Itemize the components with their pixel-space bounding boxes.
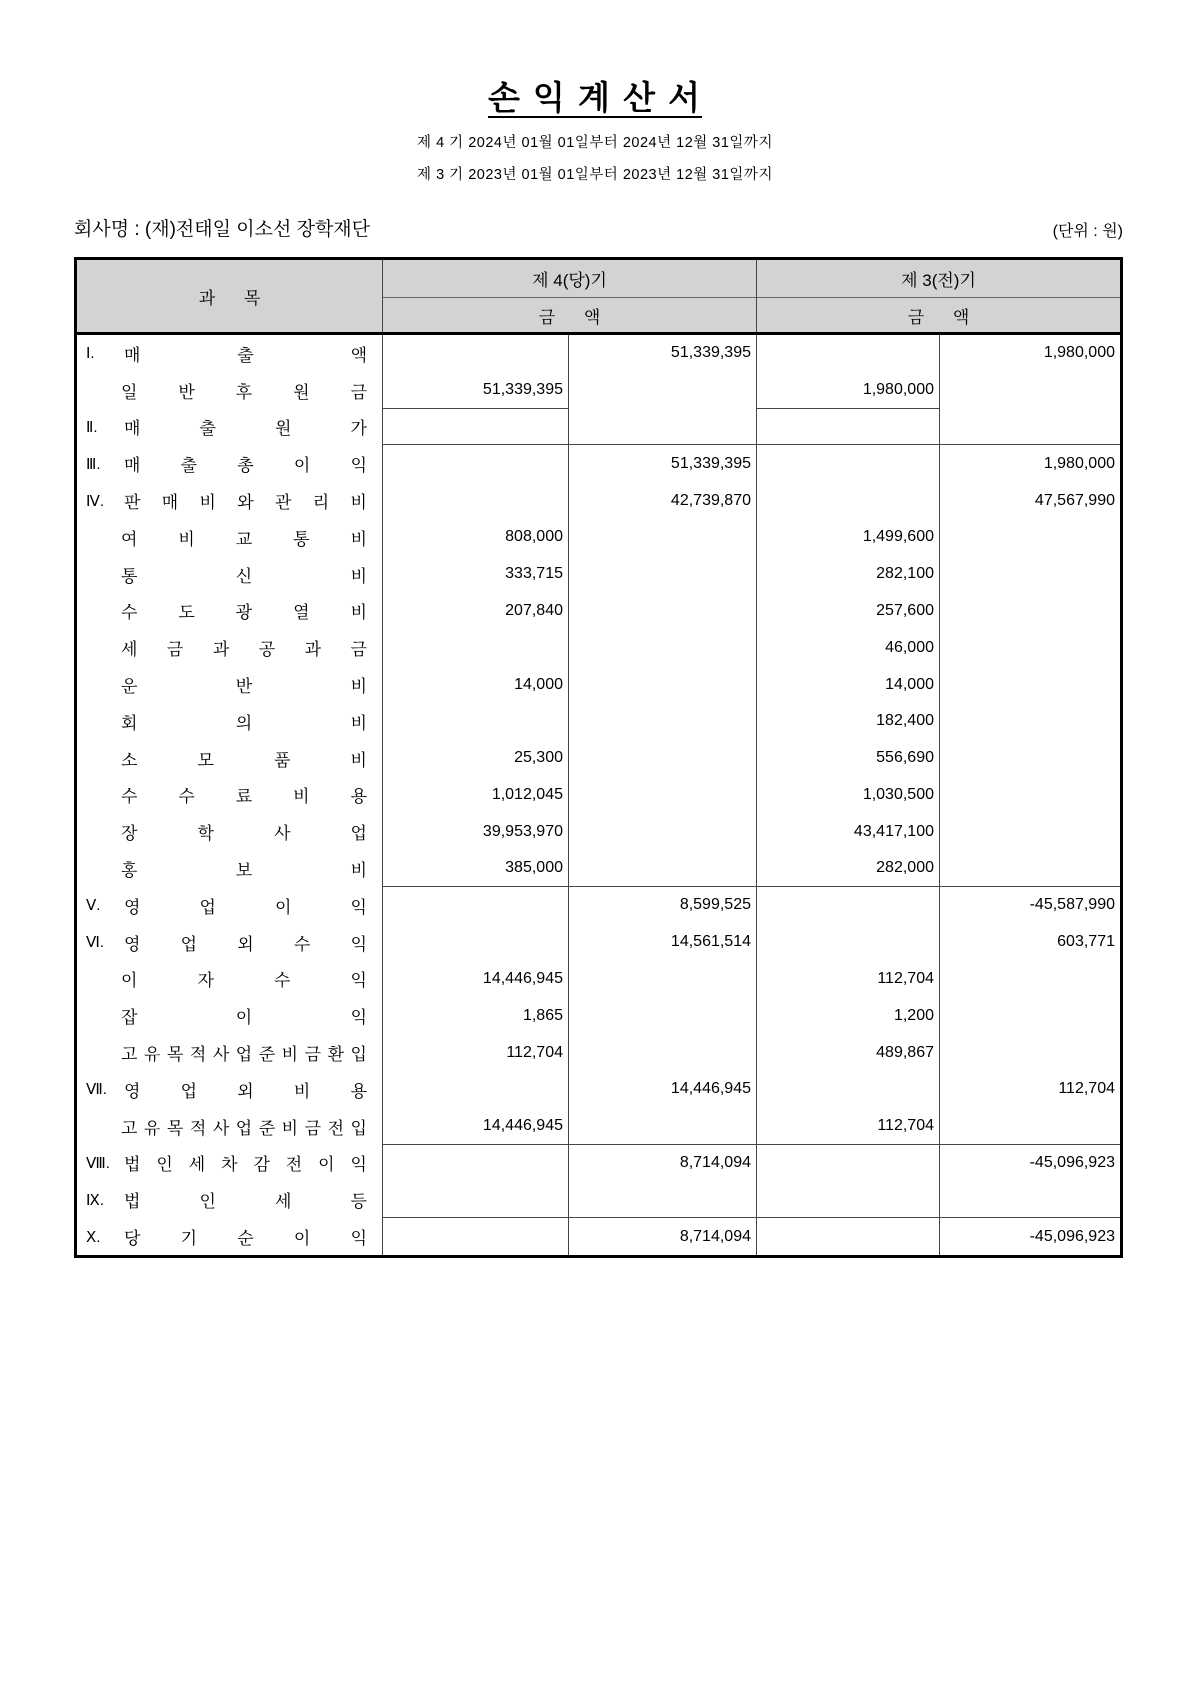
amount-prior-detail [757,409,940,446]
amount-prior-total [940,409,1120,446]
account-prefix: Ⅱ. [86,418,98,436]
amount-current-detail: 808,000 [383,519,569,556]
header-period-current [383,260,757,332]
document-title: 손 익 계 산 서 [487,79,703,116]
table-row [77,1108,1120,1145]
table-row [77,777,1120,814]
account-cell [77,740,383,777]
amount-current-total [569,593,757,630]
amount-prior-detail: 112,704 [757,961,940,998]
table-row [77,703,1120,740]
amount-prior-detail: 1,030,500 [757,777,940,814]
account-name: 운 반 비 [121,677,367,697]
amount-current-total [569,703,757,740]
amount-prior-total: -45,587,990 [1029,896,1115,914]
amount-prior-detail: 1,200 [757,997,940,1034]
amount-prior-total: 1,980,000 [1043,454,1115,472]
amount-prior-total [940,813,1120,850]
table-row [77,666,1120,703]
amount-prior-total [940,997,1120,1034]
account-cell [77,629,383,666]
amount-prior-detail [757,1218,940,1255]
account-prefix: Ⅵ. [86,934,105,952]
header-period-prior-label: 제 3(전)기 [757,260,1120,298]
account-prefix: Ⅷ. [86,1154,110,1172]
amount-prior-detail [757,482,940,519]
amount-prior-detail: 282,000 [757,850,940,887]
income-statement-table [74,257,1123,1258]
amount-prior-total [940,372,1120,409]
amount-current-detail: 39,953,970 [383,813,569,850]
account-cell [77,997,383,1034]
account-prefix: Ⅴ. [86,897,101,915]
amount-current-total [569,372,757,409]
table-row [77,519,1120,556]
amount-prior-total [940,1108,1120,1145]
amount-current-total: 42,739,870 [569,482,757,519]
amount-current-total [569,409,757,446]
table-body [77,335,1120,1255]
amount-current-total [569,556,757,593]
account-cell [77,1108,383,1145]
amount-prior-total [940,777,1120,814]
amount-current-detail: 207,840 [383,593,569,630]
table-row [77,924,1120,961]
account-cell [77,887,383,924]
amount-prior-total: 112,704 [1058,1080,1115,1098]
amount-prior-total: 1,980,000 [1043,344,1115,362]
amount-current-total [569,850,757,887]
amount-current-detail [383,409,569,446]
account-name: 소 모 품 비 [121,750,367,770]
account-cell [77,519,383,556]
account-name: 고 유 목 적 사 업 준 비 금 전 입 [121,1118,367,1138]
amount-prior-detail: 182,400 [757,703,940,740]
amount-current-detail [383,629,569,666]
account-name: 판 매 비 와 관 리 비 [124,493,367,513]
amount-current-total: 8,714,094 [569,1145,757,1182]
amount-current-detail [383,1218,569,1255]
amount-current-total [569,961,757,998]
account-name: 여 비 교 통 비 [121,529,367,549]
header-period-current-label: 제 4(당)기 [383,260,756,298]
amount-current-detail: 14,446,945 [383,961,569,998]
table-row [77,1181,1120,1218]
account-cell [77,813,383,850]
table-header [77,260,1120,335]
account-name: 잡 이 익 [121,1008,367,1028]
amount-prior-detail [757,1145,940,1182]
period-line-current: 제 4 기 2024년 01월 01일부터 2024년 12월 31일까지 [417,135,773,151]
amount-current-detail [383,1071,569,1108]
amount-prior-detail [757,924,940,961]
header-account-column [77,260,383,332]
account-prefix: Ⅳ. [86,492,105,510]
amount-current-detail [383,1181,569,1218]
amount-prior-detail: 1,980,000 [757,372,940,409]
account-name: 일 반 후 원 금 [121,382,367,402]
account-name: 당 기 순 이 익 [124,1229,367,1249]
table-row [77,997,1120,1034]
amount-current-detail [383,1145,569,1182]
account-prefix: Ⅰ. [86,345,95,363]
amount-prior-detail: 257,600 [757,593,940,630]
amount-current-detail: 112,704 [383,1034,569,1071]
account-cell [77,556,383,593]
account-name: 영 업 외 비 용 [124,1081,367,1101]
table-row [77,813,1120,850]
amount-prior-total [940,1181,1120,1218]
amount-current-total: 8,599,525 [569,887,757,924]
account-name: 통 신 비 [121,566,367,586]
amount-current-total: 8,714,094 [569,1218,757,1255]
amount-prior-total [940,961,1120,998]
account-name: 고 유 목 적 사 업 준 비 금 환 입 [121,1045,367,1065]
account-name: 장 학 사 업 [121,824,367,844]
period-line-prior: 제 3 기 2023년 01월 01일부터 2023년 12월 31일까지 [417,167,773,183]
amount-current-total: 51,339,395 [569,335,757,372]
header-account-label: 과 목 [198,288,261,308]
table-row [77,1145,1120,1182]
amount-current-total [569,813,757,850]
account-cell [77,703,383,740]
account-cell [77,593,383,630]
account-cell [77,1181,383,1218]
amount-current-total [569,777,757,814]
table-row [77,961,1120,998]
amount-current-detail: 1,865 [383,997,569,1034]
meta-row [74,214,1123,241]
amount-prior-detail: 1,499,600 [757,519,940,556]
table-row [77,887,1120,924]
table-row [77,372,1120,409]
amount-current-detail [383,445,569,482]
account-cell [77,1071,383,1108]
amount-prior-total: 47,567,990 [1034,491,1115,509]
amount-prior-total [940,629,1120,666]
amount-prior-detail: 14,000 [757,666,940,703]
amount-prior-detail [757,1071,940,1108]
amount-prior-detail [757,887,940,924]
amount-current-detail: 333,715 [383,556,569,593]
amount-current-detail [383,482,569,519]
account-name: 법 인 세 차 감 전 이 익 [124,1155,367,1175]
account-name: 이 자 수 익 [121,971,367,991]
amount-current-detail [383,924,569,961]
amount-prior-total [940,519,1120,556]
table-row [77,335,1120,372]
account-cell [77,335,383,372]
amount-prior-total [940,556,1120,593]
amount-current-total [569,1034,757,1071]
company-name: 회사명 : (재)전태일 이소선 장학재단 [74,219,371,240]
account-name: 홍 보 비 [121,861,367,881]
header-period-prior [757,260,1120,332]
amount-current-total: 51,339,395 [569,445,757,482]
table-row [77,482,1120,519]
table-row [77,850,1120,887]
amount-current-detail: 51,339,395 [383,372,569,409]
account-cell [77,666,383,703]
account-name: 수 수 료 비 용 [121,787,367,807]
account-cell [77,961,383,998]
account-name: 회 의 비 [121,713,367,733]
amount-current-total [569,629,757,666]
amount-current-detail: 1,012,045 [383,777,569,814]
header-amount-prior-label: 금 액 [907,307,970,327]
account-cell [77,482,383,519]
account-name: 수 도 광 열 비 [121,603,367,623]
amount-prior-total: -45,096,923 [1029,1153,1115,1171]
amount-prior-detail: 46,000 [757,629,940,666]
table-row [77,629,1120,666]
table-row [77,445,1120,482]
amount-prior-detail: 282,100 [757,556,940,593]
account-cell [77,1034,383,1071]
table-row [77,409,1120,446]
account-name: 영 업 이 익 [124,897,367,917]
amount-prior-total [940,1034,1120,1071]
amount-current-total [569,1108,757,1145]
amount-prior-detail [757,445,940,482]
table-row [77,1034,1120,1071]
account-prefix: Ⅶ. [86,1081,107,1099]
account-prefix: Ⅸ. [86,1191,104,1209]
amount-prior-detail: 112,704 [757,1108,940,1145]
amount-current-detail [383,703,569,740]
account-name: 법 인 세 등 [124,1192,367,1212]
amount-current-detail [383,887,569,924]
account-name: 매 출 원 가 [124,419,367,439]
account-cell [77,850,383,887]
account-cell [77,777,383,814]
amount-prior-total [940,666,1120,703]
unit-label: (단위 : 원) [1052,223,1123,240]
account-name: 매 출 액 [124,345,367,365]
amount-current-total [569,997,757,1034]
account-cell [77,372,383,409]
amount-prior-total: 603,771 [1057,933,1115,951]
header-amount-current-label: 금 액 [538,307,601,327]
account-cell [77,409,383,446]
amount-prior-detail: 556,690 [757,740,940,777]
account-cell [77,445,383,482]
amount-prior-total [940,593,1120,630]
table-row [77,1218,1120,1255]
table-row [77,1071,1120,1108]
amount-current-total: 14,446,945 [569,1071,757,1108]
amount-prior-total: -45,096,923 [1029,1227,1115,1245]
amount-current-detail: 14,000 [383,666,569,703]
amount-prior-detail [757,335,940,372]
amount-prior-total [940,850,1120,887]
amount-prior-detail: 489,867 [757,1034,940,1071]
amount-current-detail: 385,000 [383,850,569,887]
amount-prior-detail [757,1181,940,1218]
account-prefix: Ⅲ. [86,455,101,473]
account-name: 영 업 외 수 익 [124,934,367,954]
account-cell [77,924,383,961]
account-prefix: Ⅹ. [86,1228,101,1246]
account-cell [77,1218,383,1255]
amount-current-detail: 25,300 [383,740,569,777]
account-name: 매 출 총 이 익 [124,456,367,476]
amount-prior-total [940,703,1120,740]
amount-current-total [569,519,757,556]
amount-current-total [569,1181,757,1218]
account-name: 세 금 과 공 과 금 [121,640,367,660]
amount-current-total: 14,561,514 [569,924,757,961]
amount-current-total [569,666,757,703]
table-row [77,556,1120,593]
amount-current-detail [383,335,569,372]
table-row [77,593,1120,630]
account-cell [77,1145,383,1182]
table-row [77,740,1120,777]
amount-current-detail: 14,446,945 [383,1108,569,1145]
amount-current-total [569,740,757,777]
amount-prior-detail: 43,417,100 [757,813,940,850]
amount-prior-total [940,740,1120,777]
